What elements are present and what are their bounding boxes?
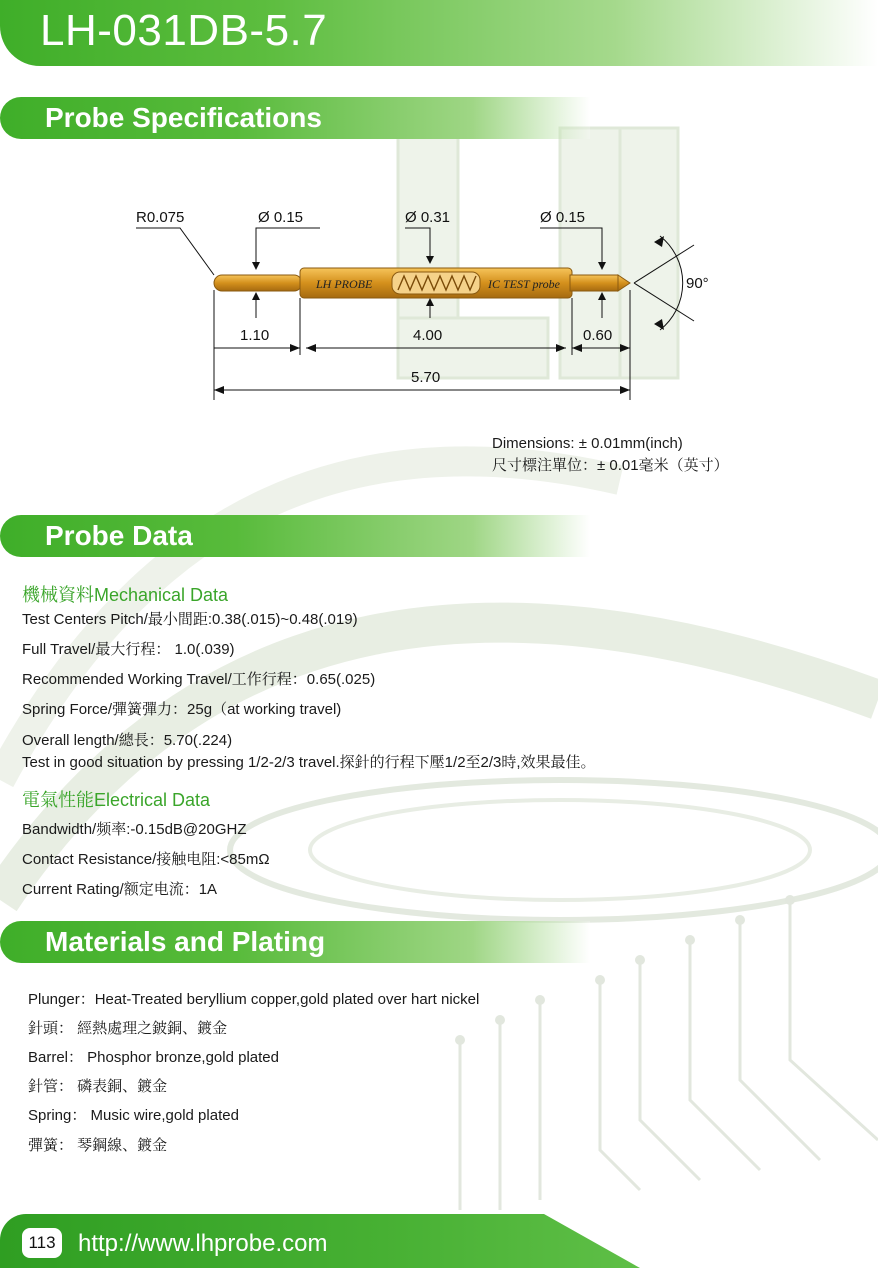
- page-number: 113: [22, 1228, 62, 1258]
- section-title: Probe Data: [45, 520, 193, 551]
- electrical-line: Current Rating/额定电流：1A: [22, 881, 218, 898]
- dimensions-note-en: Dimensions: ± 0.01mm(inch): [492, 435, 683, 452]
- page-title: LH-031DB-5.7: [40, 6, 328, 55]
- section-title: Materials and Plating: [45, 926, 326, 957]
- dimensions-note: [492, 433, 729, 477]
- len-right-label: 0.60: [583, 327, 613, 344]
- plunger-left: [214, 275, 302, 291]
- mechanical-data-title: 機械資料Mechanical Data: [22, 585, 229, 605]
- radius-label: R0.075: [136, 209, 185, 226]
- materials-line: Spring： Music wire,gold plated: [28, 1107, 239, 1124]
- len-total-label: 5.70: [411, 369, 441, 386]
- barrel-text-left: LH PROBE: [316, 277, 373, 291]
- dia-left-label: Ø 0.15: [258, 209, 304, 226]
- electrical-line: Contact Resistance/接触电阻:<85mΩ: [22, 851, 270, 868]
- materials-line: Plunger：Heat-Treated beryllium copper,gold plated over hart nickel: [28, 991, 480, 1008]
- probe-tip: [618, 275, 630, 291]
- dia-mid-label: Ø 0.31: [405, 209, 451, 226]
- materials-line: 針頭： 經熱處理之鈹銅、鍍金: [28, 1020, 228, 1037]
- barrel-text-right: IC TEST probe: [488, 277, 561, 291]
- dimensions-note-zh: 尺寸標注單位：± 0.01毫米（英寸）: [492, 457, 729, 474]
- materials-line: 彈簧： 琴鋼線、鍍金: [28, 1137, 168, 1154]
- electrical-line: Bandwidth/频率:-0.15dB@20GHZ: [22, 821, 247, 838]
- section-title: Probe Specifications: [45, 102, 322, 133]
- mechanical-line: Full Travel/最大行程： 1.0(.039): [22, 641, 235, 658]
- section-header-materials: [0, 921, 590, 963]
- materials-line: Barrel： Phosphor bronze,gold plated: [28, 1049, 279, 1066]
- mechanical-line: Test in good situation by pressing 1/2-2/3 travel.探針的行程下壓1/2至2/3時,效果最佳。: [22, 754, 596, 771]
- plunger-right: [570, 275, 618, 291]
- title-bar: [0, 0, 878, 66]
- mechanical-line: Test Centers Pitch/最小間距:0.38(.015)~0.48(.019): [22, 611, 358, 628]
- dia-right-label: Ø 0.15: [540, 209, 586, 226]
- mechanical-line: Overall length/總長：5.70(.224): [22, 732, 233, 749]
- probe-diagram: [0, 190, 878, 420]
- electrical-data-title: 電氣性能Electrical Data: [22, 790, 211, 810]
- mechanical-line: Recommended Working Travel/工作行程：0.65(.025): [22, 671, 376, 688]
- section-header-probe-specifications: [0, 97, 590, 139]
- angle-label: 90°: [686, 275, 709, 292]
- materials-line: 針管： 磷表銅、鍍金: [28, 1078, 168, 1095]
- len-mid-label: 4.00: [413, 327, 443, 344]
- section-header-probe-data: [0, 515, 590, 557]
- website-link[interactable]: http://www.lhprobe.com: [78, 1230, 328, 1257]
- len-left-label: 1.10: [240, 327, 270, 344]
- mechanical-line: Spring Force/彈簧彈力：25g（at working travel): [22, 701, 342, 718]
